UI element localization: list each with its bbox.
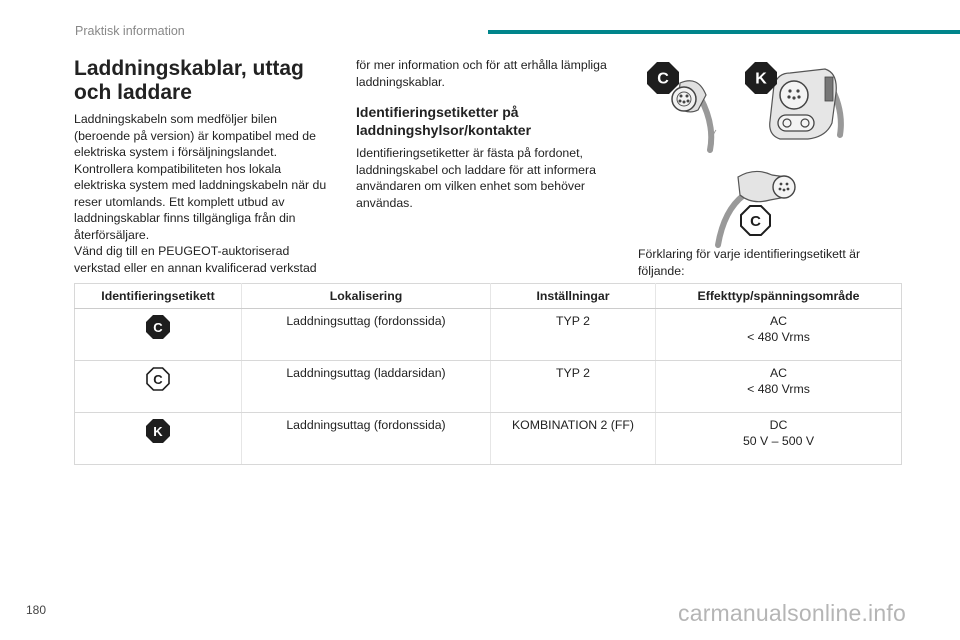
subsection-heading: Identifieringsetiketter på laddningshylsor/kontakter xyxy=(356,104,532,138)
table-header-row xyxy=(75,284,902,309)
table-row xyxy=(75,413,902,465)
label-badge-letter: K xyxy=(153,424,163,439)
location-cell: Laddningsuttag (fordonssida) xyxy=(242,309,491,361)
voltage-range: < 480 Vrms xyxy=(747,330,810,344)
voltage-range: 50 V – 500 V xyxy=(742,434,815,448)
connector-drawing xyxy=(640,55,880,250)
column-header-settings: Inställningar xyxy=(491,284,656,309)
column-header-power: Effekttyp/spänningsområde xyxy=(656,284,902,309)
column-header-label: Identifieringsetikett xyxy=(75,284,242,309)
section-heading: Laddningskablar, uttag och laddare xyxy=(74,57,304,105)
intro-paragraph-2: Vänd dig till en PEUGEOT-auktoriserad verkstad eller en annan kvalificerad verkstad xyxy=(74,244,317,275)
table-row xyxy=(75,361,902,413)
setting-cell: TYP 2 xyxy=(491,361,656,413)
label-badge-c-icon xyxy=(146,315,170,339)
setting-cell: TYP 2 xyxy=(491,309,656,361)
badge-k-letter: K xyxy=(755,70,767,88)
illustration-caption: Förklaring för varje identifieringsetikett är följande: xyxy=(638,247,861,278)
badge-c-outline-letter: C xyxy=(750,213,761,230)
table-row xyxy=(75,309,902,361)
label-badge-letter: C xyxy=(153,320,163,335)
label-cell xyxy=(75,413,242,465)
power-cell xyxy=(656,413,902,465)
intro-paragraph-3: för mer information och för att erhålla lämpliga laddningskablar. xyxy=(356,58,607,89)
badge-c-filled xyxy=(647,62,679,94)
column-header-location: Lokalisering xyxy=(242,284,491,309)
setting-cell: KOMBINATION 2 (FF) xyxy=(491,413,656,465)
badge-c-letter: C xyxy=(657,70,669,88)
intro-paragraph: Laddningskabeln som medföljer bilen (beroende på version) är kompatibel med de elektriska system i försäljningslandet. Kontrollera kompatibiliteten hos lokala elektriska system med laddningskabeln när du reser utomlands. Ett komplett utbud av laddningskablar finns tillgängliga från din återförsäljare. xyxy=(74,112,327,242)
page-number: 180 xyxy=(26,603,47,617)
power-cell xyxy=(656,309,902,361)
label-badge-c-outline-icon xyxy=(146,367,170,391)
label-cell xyxy=(75,361,242,413)
left-column xyxy=(74,57,336,276)
location-cell: Laddningsuttag (fordonssida) xyxy=(242,413,491,465)
badge-k-filled xyxy=(745,62,777,94)
badge-c-outline xyxy=(741,206,770,235)
subsection-body: Identifieringsetiketter är fästa på fordonet, laddningskabel och laddare för att informera användaren om vilken enhet som behöver användas. xyxy=(356,146,596,210)
power-type: AC xyxy=(769,314,788,328)
power-cell xyxy=(656,361,902,413)
identification-table xyxy=(74,283,902,465)
header-title: Praktisk information xyxy=(75,24,185,38)
location-cell: Laddningsuttag (laddarsidan) xyxy=(242,361,491,413)
voltage-range: < 480 Vrms xyxy=(747,382,810,396)
type2-plug-drawing xyxy=(672,81,716,150)
connector-illustration xyxy=(640,55,880,250)
watermark: carmanualsonline.info xyxy=(678,600,906,626)
power-type: AC xyxy=(769,366,788,380)
header-accent-bar xyxy=(488,30,960,34)
label-cell xyxy=(75,309,242,361)
combo-plug-drawing xyxy=(770,69,841,139)
middle-column xyxy=(356,57,614,211)
power-type: DC xyxy=(769,418,788,432)
label-badge-letter: C xyxy=(153,372,163,387)
label-badge-k-icon xyxy=(146,419,170,443)
